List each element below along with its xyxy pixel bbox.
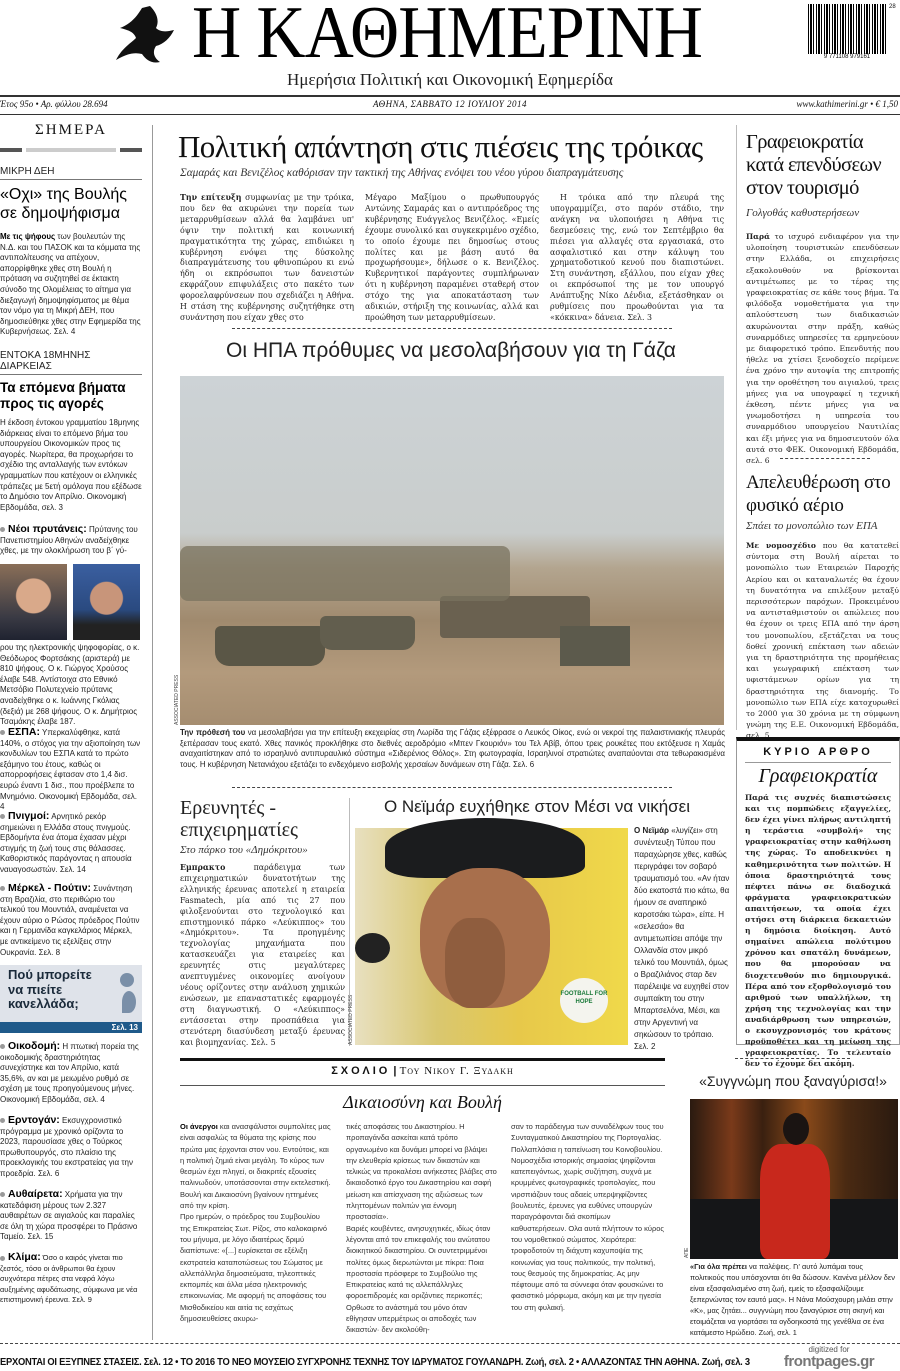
dashed-divider [735,1058,850,1059]
caption-text: να μεσολαβήσει για την επίτευξη εκεχειρίας στη Λωρίδα της Γάζας εξέφρασε ο Λευκός Οίκος, ενώ οι νεκροί της παλαιστινιακής πλευράς ξεπέρασαν τους εκατό. Χθες πανικός προκλήθηκε στο διεθνές αεροδρόμιο «Μπεν Γκουριόν» του Τελ Αβίβ, όπου τρεις ρουκέτες που εκτόξευσε η Χαμάς αναχαιτίστηκαν από το ισραηλινό αντιπυραυλικό σύστημα «Σιδερένιος Θόλος». Στη φωτογραφία, Ισραηλινοί στρατιώτες αναπαύονται στα τεθωρακισμένα τους. Η κυβέρνηση Νετανιάχου εξετάζει το ενδεχόμενο εισβολής χερσαίων δυνάμεων στη Γάζα. Σελ. 6 [180,728,725,770]
photo-credit: ΑΠΕ [684,1247,690,1258]
brief-key: Πνιγμοί: [8,810,50,822]
research-subtitle: Στο πάρκο του «Δημόκριτου» [180,844,308,856]
research-block [180,797,345,1049]
dashed-divider [0,1343,900,1344]
lead-col-1 [180,193,354,322]
right-subtitle-1: Γολγοθάς καθυστερήσεων [746,207,860,219]
brief-text: Πρύτανης του Πανεπιστημίου Αθηνών αναδείχθηκε χθες, με την ολοκλήρωση του β΄ γύ- [0,525,138,556]
footer-teasers-wrap [0,1352,752,1368]
brief-text: Όσο ο καιρός γίνεται πιο ζεστός, τόσο οι άνθρωποι θα έχουν συχνότερα πέτρες στα νεφρά λόγω αυξημένης αφυδάτωσης, σύμφωνα με νέα επιστημονική έρευνα. Σελ. 9 [0,1253,138,1305]
lead-col-3: Η τρόικα από την πλευρά της υπογραμμίζει, στο παρόν στάδιο, την ανάγκη να υλοποιήσει η Αθήνα τις δεσμεύσεις της, ενώ τον Σεπτέμβριο θα πιέσει για αλλαγές στα εργασιακά, στο ασφαλιστικό και στην κάλυψη του χρηματοδοτικού κενού που διαπιστώνει. Στη συνάντηση, εξάλλου, που είχαν χθες οι εκπρόσωποί της με τον υπουργό Ανάπτυξης Νίκο Δένδια, εξετάσθηκαν οι ρυθμίσεις που προωθούνται για τα «κόκκινα» δάνεια. Σελ. 3 [550,193,724,322]
microphone [355,933,390,963]
footer-teasers[interactable]: ΕΡΧΟΝΤΑΙ ΟΙ ΕΞΥΠΝΕΣ ΣΤΑΣΕΙΣ. Σελ. 12 • ΤΟ 2016 ΤΟ ΝΕΟ ΜΟΥΣΕΙΟ ΣΥΓΧΡΟΝΗΣ ΤΕΧΝΗΣ ΤΟΥ ΙΔΡΥΜΑΤΟΣ ΓΟΥΛΑΝΔΡΗ. Ζωή, σελ. 2 • ΑΛΛΑΖΟΝΤΑΣ ΤΗΝ ΑΘΗΝΑ. Ζωή, σελ. 3 [0,1356,750,1368]
tank-icon [320,616,415,650]
brief-text: Χρήματα για την κατεδάφιση μέρους των 2.327 αυθαιρέτων σε αιγιαλούς και παραλίες σε όλη τη χώρα προσφέρει το Πράσινο Ταμείο. Σελ. 15 [0,1190,138,1242]
promo-title: Πού μπορείτε να πιείτε κανελλάδα; [8,967,92,1011]
masthead-title: Η ΚΑΘΗΜΕΡΙΝΗ [192,0,703,74]
headline: «Οχι» της Βουλής σε δημοψήφισμα [0,186,127,222]
comment-label: ΣΧΟΛΙΟ [331,1065,391,1077]
lead-headline[interactable]: Πολιτική απάντηση στις πιέσεις της τρόικας [178,129,703,164]
right-story-2 [746,471,900,741]
brief [0,726,142,812]
research-headline[interactable]: Ερευνητές - επιχειρηματίες [180,797,298,841]
brief-text: Αρνητικό ρεκόρ σημειώνει η Ελλάδα στους πνιγμούς. Εβδομήντα ένα άτομα έχασαν μέχρι στιγμής τη ζωή τους στις θάλασσες. Καθοριστικός παράγοντας η απουσία ναυαγοσωστών. Σελ. 14 [0,812,132,874]
brief [0,1189,142,1244]
photo-credit: ASSOCIATED PRESS [348,994,354,1045]
brief [0,883,142,959]
watermark-block [758,1345,900,1370]
comment-col-1 [180,1121,332,1341]
bullet-icon [0,527,5,532]
bullet-icon [0,1118,5,1123]
lead-word: Εμπρακτο [180,863,226,872]
lead-word: Οι άνεργοι [180,1122,218,1131]
portrait-photo-golias [73,564,140,640]
logo-griffin-icon [112,4,178,66]
issue-number: Έτος 95ο • Αρ. φύλλου 28.694 [0,99,108,109]
kicker: ΜΙΚΡΗ ΔΕΗ [0,166,142,180]
brief-key: Ερντογάν: [8,1114,60,1126]
divider [0,95,900,97]
barcode-issue: 28 [889,4,896,10]
hand [445,918,505,1008]
portrait-photo-fortsakis [0,564,67,640]
lead-word: Παρά [746,232,770,241]
brief [0,811,142,875]
watermark: frontpages.gr [783,1353,875,1370]
lead-word: Με νομοσχέδιο [746,541,816,550]
section-title-today: ΣΗΜΕΡΑ [35,122,107,138]
brief [0,1252,142,1306]
comment-col-3: σαν το παράδειγμα των συναδέλφων τους του Συνταγματικού Δικαστηρίου της Πορτογαλίας. Πολλαπλάσια η ταπείνωση του Κοινοβουλίου. Νομοσχέδια ιστορικής σημασίας ψηφίζονται κατεπειγόντως, χωρίς συζήτηση, συχνά με κρυμμένες φωτογραφικές τροπολογίες, που νιρσπιάζουν τους αδαείς υπερψηφίζοντες βουλευτές, έρευνες για ευθύνες υπουργών παραγράφονται διά σκοπίμων καθυστερήσεων. Ολα αυτά πλήττουν το κύρος του νομοθετικού σώματος. Χειρότερα: τροφοδοτούν τη διάχυτη καχυποψία της κοινωνίας για τους πολιτικούς, την πολιτική, τους θεσμούς της δημοκρατίας. Ας μην πέφτουμε από τα σύννεφα όταν φουσκώνει το φασιστικό μόρφωμα, ακόμη και με την ηγεσία του στη φυλακή. [511,1122,665,1312]
comma-icon [122,991,136,1013]
lead-headline-wrap [178,128,728,166]
headline: Τα επόμενα βήματα προς τις αγορές [0,380,126,411]
truck-icon [560,626,630,666]
lead-word: Την επίτευξη [180,193,242,202]
neymar-photo [355,828,628,1045]
brief-key: Μέρκελ - Πούτιν: [8,882,92,894]
divider [180,1085,665,1086]
brief-key: ΕΣΠΑ: [8,726,40,738]
right-text-2 [746,540,900,742]
photo-credit: ASSOCIATED PRESS [174,674,180,725]
comma-icon [120,973,134,987]
brief-text: Υπερκαλύφθηκε, κατά 140%, ο στόχος για την αξιοποίηση των κονδυλίων του ΕΣΠΑ κατά το πρώτο εξάμηνο του έτους, καθώς οι απορροφήσεις έφτασαν στο 1,4 δισ. ευρώ έναντι 1 δισ., που προέβλεπε το Μνημόνιο. Οικονομική Εβδομάδα, σελ. 4 [0,728,141,812]
lead-col-2: Μέγαρο Μαξίμου ο πρωθυπουργός Αντώνης Σαμαράς και ο αντιπρόεδρος της κυβέρνησης Ευάγγελος Βενιζέλος. «Εμείς έχουμε συνολικό και συγκεκριμένο σχέδιο, το οποίο έχουμε πει δημοσίως στους πολίτες και με βάση αυτό θα προχωρήσουμε», δήλωσε ο κ. Βενιζέλος. Κυβερνητικοί παράγοντες συμπλήρωναν ότι η κυβέρνηση παραμένει σταθερή στον στόχο της για αποκατάσταση των αδικιών, στήριξη της κοινωνίας, αλλά και προώθηση των μεταρρυθμίσεων. [365,193,539,322]
brief [0,524,142,558]
editorial-title[interactable]: Γραφειοκρατία [758,765,878,787]
body: που θα κατατεθεί σύντομα στη Βουλή αίρεται το μονοπώλιο των Εταιρειών Παροχής Αερίου και οι καταναλωτές θα έχουν τη δυνατότητα να επιλέξουν μεταξύ περισσότερων παρόχων. Προκειμένου να αντισταθμιστούν οι απώλειες που θα έχουν οι τρεις ΕΠΑ από την άρση του μονοπωλίου, εξετάζεται να τους δοθεί χρονική επέκταση των αδειών για τη δραστηριότητα της προμήθειας και γεωγραφική επέκταση των υφιστάμενων ορίων για τη δραστηριότητα της διανομής. Το μονοπώλιο των ΕΠΑ είχε κατοχυρωθεί το 2000 για 30 χρόνια με τη σύμφωνη γνώμη της Ε.Ε. Οικονομική Εβδομάδα, σελ. 5 [746,541,899,741]
separator: | [393,1065,400,1077]
singer-head [783,1113,809,1145]
comment-col-2: τικές αποφάσεις του Δικαστηρίου. Η προπαγάνδα ασκείται κατά τρόπο οργανωμένο και δυνάμει μπορεί να βλάψει την ελευθερία κρίσεως των δικαστών και τελικώς να προκαλέσει ανήκεστες βλάβες στο δικαιοδοτικό έργο του Δικαστηρίου και σαφή μείωση και απίσχναση της αξιώσεως των πληττομένων πολιτών για έννομη προστασία». Βαριές κουβέντες, ανησυχητικές, ιδίως όταν λέγονται από τον επικεφαλής του ανώτατου διοικητικού δικαστηρίου. Οι συντετριμμένοι πολίτες όμως διερωτώνται με πίκρα: Ποια προστασία πρόσφερε το Συμβούλιο της Επικρατείας κατά τις αλλεπάλληλες φοροεπιδρομές και οριζόντιες περικοπές; Ορθωσε το ανάστημά του μόνο όταν εθίγησαν υπερμέτρως οι αποδοχές των δικαστών· δεν ακολούθη- [346,1122,497,1335]
promo-page: Σελ. 13 [0,1022,142,1033]
comment-header [180,1065,665,1077]
comment-author: Του Νικου Γ. Ξυδακη [399,1065,514,1077]
right-subtitle-2: Σπάει το μονοπώλιο των ΕΠΑ [746,520,878,532]
bullet-icon [0,1256,5,1261]
body: συμφωνίας με την τρόικα, που δεν θα ακυρώνει την πορεία των μεταρρυθμίσεων αλλά θα λαμβάνει υπ' όψιν την πολιτική και κοινωνική πραγματικότητα της χώρας, επιδιώκει η κυβέρνηση ενόψει της δύσκολης διαπραγμάτευσης του φθινοπώρου κι ενώ ήδη οι εκπρόσωποι των δανειστών εκφράζουν επιφυλάξεις στο πακέτο των φοροελαφρύνσεων που σχεδιάζει η Αθήνα. Η στάση της κυβέρνησης συζητήθηκε στη συνάντηση που είχαν χθες στο [180,193,354,322]
editorial-label: ΚΥΡΙΟ ΑΡΘΡΟ [763,746,873,758]
divider [180,1058,665,1061]
right-text-1 [746,231,900,466]
bullet-icon [0,1044,5,1049]
website-price: www.kathimerini.gr • € 1,50 [796,99,898,109]
bullet-icon [0,730,5,735]
kicker: ΕΝΤΟΚΑ 18ΜΗΝΗΣ ΔΙΑΡΚΕΙΑΣ [0,350,142,375]
dashed-divider [780,458,870,459]
gaza-caption [180,728,725,774]
right-headline-2[interactable]: Απελευθέρωση στο φυσικό αέριο [746,472,891,516]
article-text: Η έκδοση έντοκου γραμματίου 18μηνης διάρκειας είναι το επόμενο βήμα του υπουργείου Οικονομικών προς τις αγορές. Νωρίτερα, θα προχωρήσει το σχέδιο της ανταλλαγής των εντόκων γραμματίων που κατέχουν οι ελληνικές τράπεζες με 5ετή ομόλογα που εξέδωσε το Δημόσιο τον Απρίλιο. Οικονομική Εβδομάδα, σελ. 3 [0,418,142,512]
body: να παλέψεις. Γι' αυτό λυπάμαι τους πολιτικούς που υπόσχονται ότι θα δώσουν. Κανένα μέλλον δεν είναι εξασφαλισμένο στη ζωή, εμείς το εξασφαλίζουμε ξεπερνώντας τον εαυτό μας». Η Νάνα Μούσχουρη μιλάει στην «Κ», μας ζητάει... συγγνώμη που ξαναγύρισε στη σκηνή και ετοιμάζεται να γιορτάσει τα ογδοηκοστά της γενέθλια σε ένα κατάμεστο Ηρώδειο. Ζωή, σελ. 1 [690,1262,895,1337]
research-text [180,863,345,1049]
neymar-text [634,825,730,1051]
right-headline-1[interactable]: Γραφειοκρατία κατά επενδύσεων στον τουρισμό [746,131,882,199]
brief-key: Οικοδομή: [8,1040,61,1052]
barcode-number: 9 771108 979161 [823,54,871,60]
body: και ανασφάλιστοι συμπολίτες μας είναι ασφαλώς τα θύματα της κρίσης που πρώτα μας έρχονται στον νου. Εντούτοις, και η πολιτική ζημιά είναι μεγάλη. Το κύρος των θεσμών έχει πληγεί, οι διακριτές εξουσίες παλινωδούν, υποτάσσονται στην εκτελεστική. Βουλή και Δικαιοσύνη βγαίνουν ηττημένες από την κρίση. Προ ημερών, ο πρόεδρος του Συμβουλίου της Επικρατείας Σωτ. Ρίζος, στο καλοκαιρινό του μήνυμα, με λόγο ιδιαιτέρως δριμύ διαπίστωνε: «[...] ευρίσκεται σε εξέλιξη εκστρατεία καταποτώσεως του Σώματος με αλλεπάλληλα δημοσιεύματα, τηλεοπτικές εκπομπές και άλλα μέσα ηλεκτρονικής επικοινωνίας. Με αφορμή τις αποφάσεις του Μισθοδικείου και αιτία τις εσχάτως δημοσιευθείσες ακυρω- [180,1122,331,1324]
brief [0,1041,142,1107]
column-divider [736,125,737,730]
mouskouri-caption [690,1261,898,1339]
watermark-top: digitized for [808,1345,850,1354]
body: των βουλευτών της Ν.Δ. και του ΠΑΣΟΚ και τα κόμματα της αντιπολίτευσης να απέχουν, απορρίφθηκε χθες στη Βουλή η πρόταση να συζητηθεί σε έκτακτη σύνοδο της Ολομέλειας το αίτημα για διεξαγωγή δημοψηφίσματος με θέμα τον νόμο για τη Μικρή ΔΕΗ, που δημοσιεύθηκε χθες στην Εφημερίδα της Κυβερνήσεως. Σελ. 4 [0,232,141,337]
body: «λυγίζει» στη συνέντευξη Τύπου που παραχώρησε χθες, καθώς περιγράφει τον σοβαρό τραυματισμό του. «Αν ήταν δύο εκατοστά πιο κάτω, θα ήμουν σε αναπηρικό καροτσάκι τώρα», είπε. Η «σελεσάο» θα αντιμετωπίσει απόψε την Ολλανδία στον μικρό τελικό του Μουντιάλ, όμως ο Βραζιλιάνος σταρ δεν παρέλειψε να ευχηθεί στον συμπαίκτη του στην Μπαρτσελόνα, Μέσι, και στην Αργεντινή να σηκώσουν το τρόπαιο. Σελ. 2 [634,826,730,1051]
dashed-divider [232,328,672,329]
barcode [808,4,886,64]
promo-box[interactable] [0,965,142,1033]
brief: ρου της ηλεκτρονικής ψηφοφορίας, ο κ. Θεόδωρος Φορτσάκης (αριστερά) με 810 ψήφους. Ο κ. Γιώργος Χρούσος έλαβε 548. Αντίστοιχα στο Εθνικό Μετσόβιο Πολυτεχνείο πρύτανις αναδείχθηκε ο κ. Ιωάννης Γκόλιας (δεξιά) με 268 ψήφους. Ο κ. Δημήτριος Τσαμάκης έλαβε 187. [0,643,140,727]
brief-text: Εκσυγχρονιστικό πρόγραμμα με χρονικό ορίζοντα το 2023, παρουσίασε χθες ο Τούρκος πρωθυπουργός, στο πλαίσιο της προεκλογικής του εκστρατείας για την προεδρία. Σελ. 6 [0,1116,133,1178]
masthead-subtitle: Ημερήσια Πολιτική και Οικονομική Εφημερίδα [287,70,613,89]
lead-subtitle: Σαμαράς και Βενιζέλος καθόρισαν την τακτική της Αθήνας ενόψει του νέου γύρου διαπραγμάτευσης [180,167,624,179]
vehicles-row [180,546,510,601]
lead-word: Ο Νεϊμάρ [634,826,670,835]
mouskouri-headline[interactable]: «Συγγνώμη που ξαναγύρισα!» [699,1073,887,1089]
editorial-text: Παρά τις συχνές διαπιστώσεις και τις πομπώδεις εξαγγελίες, δεν έχει γίνει πλήρως αντιληπτή η τεράστια «συμβολή» της γραφειοκρατίας στην καθήλωση της χώρας. Το αποδεικνύει η καθημερινότητα των πολιτών. Η όποια δραστηριότητά τους πέφτει πάνω σε διαδοχικά φράγματα γραφειοκρατικών απαιτήσεων, τα οποία έχει στήσει στη διάρκεια δεκαετιών η δημόσια διοίκηση. Αυτό σημαίνει απώλεια πολύτιμου χρόνου και σπατάλη δυνάμεων, που θα μπορούσαν να διοχετευθούν πιο δημιουργικά. Πέρα από τον εξορθολογισμό του αριθμού των υπαλλήλων, τη χρήση της τεχνολογίας και την αναδιάρθρωση των υπηρεσιών, ο εκσυγχρονισμός του κράτους προϋποθέτει και τη μείωση της γραφειοκρατίας. Το τελευταίο δεν το έχουμε δει ακόμη. [745,793,891,1069]
editorial-box [736,737,900,1069]
article-text [0,232,142,340]
gaza-photo [180,376,724,725]
right-story-1 [746,131,900,466]
divider [745,762,891,763]
gaza-headline[interactable]: Οι ΗΠΑ πρόθυμες να μεσολαβήσουν για τη Γάζα [226,339,676,362]
bullet-icon [0,1192,5,1197]
mouskouri-photo [690,1099,898,1259]
portrait-row [0,564,142,640]
lead-word: Την πρόθεσή του [180,728,246,737]
comment-title[interactable]: Δικαιοσύνη και Βουλή [343,1092,502,1112]
body: παράδειγμα των επιχειρηματικών δυνατοτήτων της ελληνικής έρευνας αποτελεί η εταιρεία Fasmatech, μία από τις 27 που φιλοξενούνται στο τεχνολογικό και επιστημονικό πάρκο «Λεύκιππος» του «Δημόκριτου». Τα προηγμένης τεχνολογίας μηχανήματα που κατασκευάζει για εταιρείες και ερευνητές στις μεγαλύτερες ανεπτυγμένες οικονομίες ανοίγουν νέους ορίζοντες στην ανάλυση χημικών ενώσεων, με επαναστατικές εφαρμογές στη διαγνωστική. Ο «Λεύκιππος» εντάσσεται στην προσπάθεια για στενότερη διασύνδεση μεταξύ έρευνας και βιομηχανίας. Σελ. 5 [180,863,345,1047]
neymar-headline[interactable]: Ο Νεϊμάρ ευχήθηκε στον Μέσι να νικήσει [383,797,691,816]
tank-icon [215,626,325,666]
section-bar [0,148,142,152]
bullet-icon [0,814,5,819]
brief-text: Συνάντηση στη Βραζιλία, στο περιθώριο του τελικού του Μουντιάλ, αναμένεται να έχουν αύριο ο Ρώσος πρόεδρος Πούτιν και η Γερμανίδα καγκελάριος Μέρκελ, με αντικείμενο τις εξελίξεις στην Ουκρανία. Σελ. 8 [0,884,140,957]
brief-key: Νέοι πρυτάνεις: [8,523,87,535]
lead-word: «Για όλα πρέπει [690,1262,747,1271]
brief-text: Η πτωτική πορεία της οικοδομικής δραστηριότητας συνεχίστηκε και τον Απρίλιο, κατά 35,6%, αν και με μειωμένο ρυθμό σε σχέση με τους προηγούμενους μήνες. Οικονομική Εβδομάδα, σελ. 4 [0,1042,139,1104]
column-divider [152,125,153,1340]
dashed-divider [232,787,672,788]
divider [0,114,900,115]
lead-word: Με τις ψήφους [0,232,56,241]
shirt-badge: FOOTBALL FOR HOPE [560,978,608,1023]
brief-key: Αυθαίρετα: [8,1188,63,1200]
brief [0,1115,142,1181]
publication-date: ΑΘΗΝΑ, ΣΑΒΒΑΤΟ 12 ΙΟΥΛΙΟΥ 2014 [372,99,528,109]
body: το ισχυρό ενδιαφέρον για την υλοποίηση τουριστικών επενδύσεων στην Ελλάδα, οι επιχειρήσεις εξακολουθούν να βρίσκονται αντιμέτωπες με το τέρας της γραφειοκρατίας σε κάθε τους βήμα. Τα φιλόδοξα νομοθετήματα για την απλούστευση των διαδικασιών ακυρώνονται στην πράξη, καθώς συναρμόδιες υπηρεσίες τα ερμηνεύουν με διαφορετικό τρόπο. Επενδυτής που ήθελε να χτίσει ξενοδοχείο περίμενε ένα χρόνο την αυτοψία της επιτροπής για την οροθέτηση του αιγιαλού, τρεις μήνες για να υπογραφεί η τεχνική έκθεση, πέντε μήνες για να γνωμοδοτήσει η υπηρεσία του συναρμόδιου υπουργείου Ναυτιλίας και έξι μήνες για να δημοσιευτούν όλα αυτά στο ΦΕΚ. Οικονομική Εβδομάδα, σελ. 6 [746,232,899,466]
left-column [0,122,142,1306]
brief-key: Κλίμα: [8,1251,41,1263]
singer-dress [760,1144,830,1259]
bullet-icon [0,886,5,891]
